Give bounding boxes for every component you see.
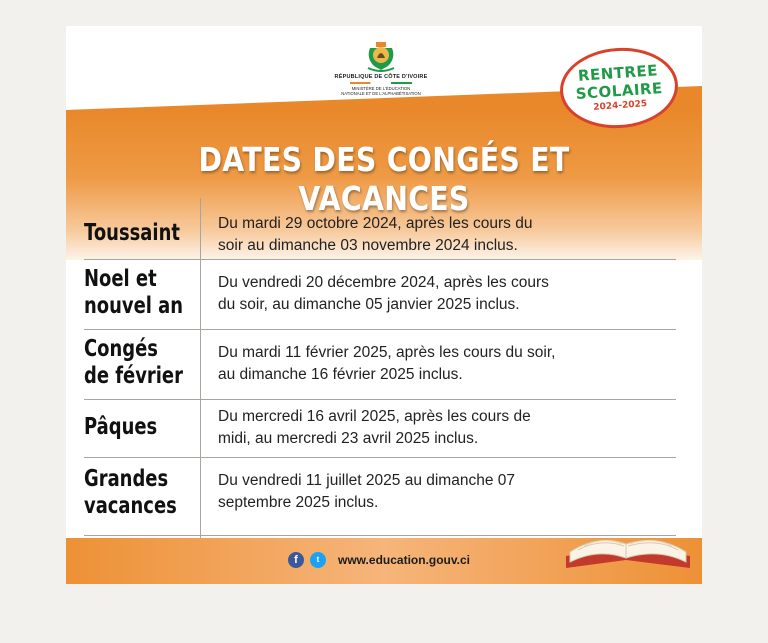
coat-of-arms-icon: [364, 38, 398, 72]
ministry-line-1: MINISTÈRE DE L'ÉDUCATION: [351, 86, 411, 91]
description-line: Du mardi 29 octobre 2024, après les cours du: [218, 215, 533, 232]
row-category: [84, 336, 183, 390]
poster: [66, 26, 702, 584]
description-line: soir au dimanche 03 novembre 2024 inclus.: [218, 237, 518, 254]
table-row: [84, 400, 676, 458]
ministry-line-2: NATIONALE ET DE L'ALPHABÉTISATION: [341, 91, 421, 96]
holiday-table: [84, 198, 676, 536]
category-line: Noel et: [84, 266, 157, 292]
row-description: [218, 406, 674, 450]
description-line: du soir, au dimanche 05 janvier 2025 inclus.: [218, 296, 520, 313]
row-category: [84, 414, 171, 441]
stamp-year: 2024-2025: [593, 99, 648, 113]
facebook-icon[interactable]: f: [288, 552, 304, 568]
row-category: [84, 220, 180, 247]
page-title: DATES DES CONGÉS ET VACANCES: [198, 140, 570, 218]
category-line: nouvel an: [84, 293, 184, 319]
table-row: [84, 260, 676, 330]
description-line: Du mardi 11 février 2025, après les cours du soir,: [218, 344, 556, 361]
table-row: [84, 330, 676, 400]
stamp-line-2: SCOLAIRE: [575, 78, 664, 104]
row-category: [84, 466, 177, 520]
category-line: Pâques: [84, 414, 158, 440]
row-category: [84, 266, 184, 320]
open-book-icon: [558, 506, 698, 576]
row-description: [218, 213, 674, 257]
category-line: Congés: [84, 336, 158, 362]
description-line: septembre 2025 inclus.: [218, 494, 379, 511]
description-line: midi, au mercredi 23 avril 2025 inclus.: [218, 430, 479, 447]
description-line: Du vendredi 20 décembre 2024, après les cours: [218, 274, 549, 291]
country-name: RÉPUBLIQUE DE CÔTE D'IVOIRE: [334, 74, 428, 80]
category-line: vacances: [84, 493, 177, 519]
ministry-block: [306, 74, 456, 96]
description-line: au dimanche 16 février 2025 inclus.: [218, 366, 463, 383]
row-description: [218, 272, 674, 316]
flag-rule: [350, 82, 412, 84]
table-row: [84, 198, 676, 260]
row-description: [218, 342, 674, 386]
category-line: Toussaint: [84, 220, 180, 246]
category-line: Grandes: [84, 466, 169, 492]
stamp-line-1: RENTREE: [577, 61, 659, 85]
description-line: Du mercredi 16 avril 2025, après les cours de: [218, 408, 531, 425]
description-line: Du vendredi 11 juillet 2025 au dimanche 07: [218, 472, 515, 489]
category-line: de février: [84, 363, 183, 389]
twitter-icon[interactable]: t: [310, 552, 326, 568]
website-link[interactable]: www.education.gouv.ci: [338, 553, 471, 567]
